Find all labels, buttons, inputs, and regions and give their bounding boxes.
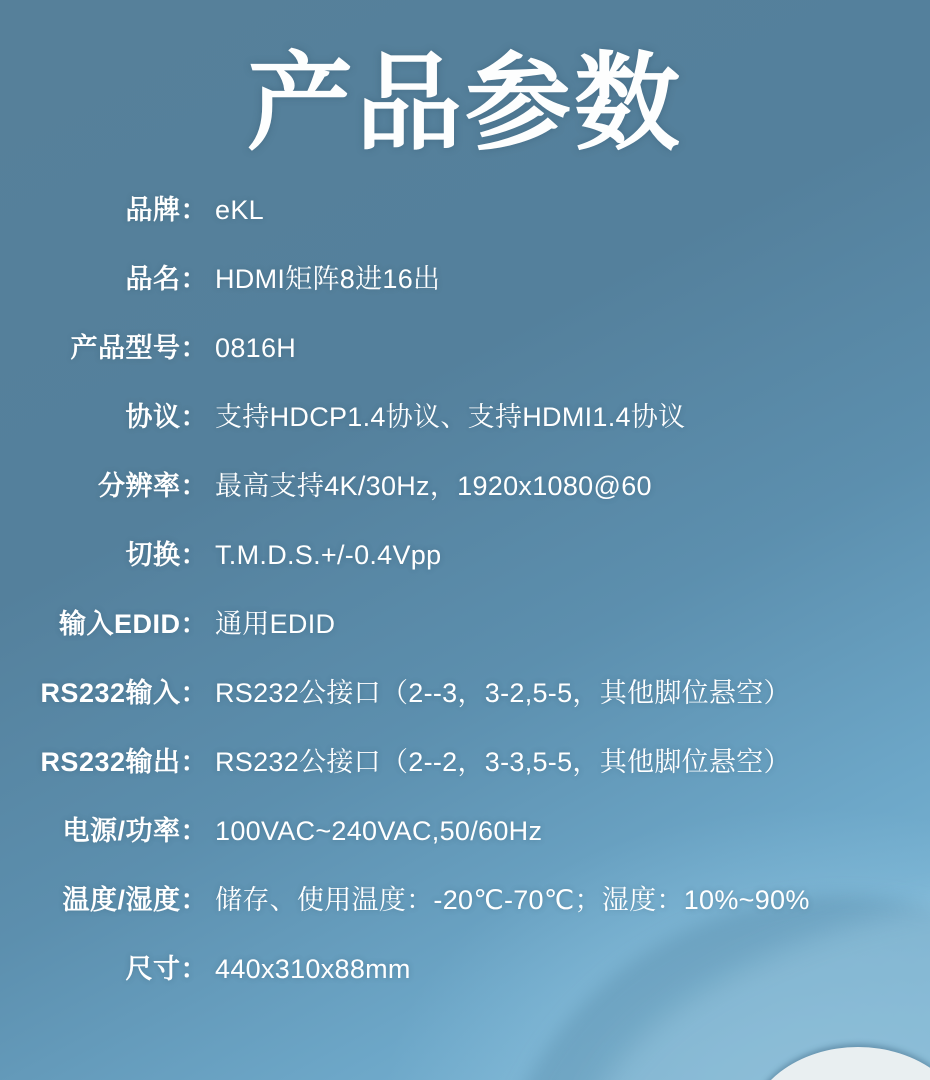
spec-label: 分辨率：	[98, 471, 208, 501]
spec-table	[0, 196, 930, 984]
spec-value: 0816H	[215, 333, 297, 363]
spec-value: T.M.D.S.+/-0.4Vpp	[215, 540, 442, 570]
spec-label: 产品型号：	[70, 333, 208, 363]
page-title: 产品参数	[247, 40, 683, 165]
spec-row-temp-humidity	[0, 886, 930, 915]
spec-label: 输入EDID：	[58, 609, 208, 639]
spec-label: 品名：	[125, 264, 208, 294]
spec-row-dimensions	[0, 955, 930, 984]
spec-label: 电源/功率：	[62, 816, 208, 846]
spec-value: 储存、使用温度：-20℃-70℃；湿度：10%~90%	[215, 885, 810, 915]
spec-row-brand	[0, 196, 930, 225]
spec-value: RS232公接口（2--3，3-2,5-5，其他脚位悬空）	[215, 678, 791, 708]
spec-row-input-edid	[0, 610, 930, 639]
spec-row-power	[0, 817, 930, 846]
spec-row-resolution	[0, 472, 930, 501]
spec-label: 协议：	[125, 402, 208, 432]
spec-label: 切换：	[125, 540, 208, 570]
spec-label: 尺寸：	[125, 954, 208, 984]
spec-row-switching	[0, 541, 930, 570]
spec-label: 品牌：	[125, 195, 208, 225]
spec-row-rs232-input	[0, 679, 930, 708]
spec-value: eKL	[215, 195, 264, 225]
spec-value: HDMI矩阵8进16出	[215, 264, 441, 294]
spec-label: RS232输入：	[40, 678, 208, 708]
spec-value: 440x310x88mm	[215, 954, 411, 984]
spec-value: 通用EDID	[215, 609, 336, 639]
spec-value: 支持HDCP1.4协议、支持HDMI1.4协议	[215, 402, 686, 432]
spec-row-rs232-output	[0, 748, 930, 777]
spec-value: 100VAC~240VAC,50/60Hz	[215, 816, 543, 846]
spec-row-model	[0, 334, 930, 363]
spec-value: RS232公接口（2--2，3-3,5-5，其他脚位悬空）	[215, 747, 791, 777]
spec-row-protocol	[0, 403, 930, 432]
spec-label: 温度/湿度：	[62, 885, 208, 915]
spec-row-product-name	[0, 265, 930, 294]
spec-value: 最高支持4K/30Hz，1920x1080@60	[215, 471, 652, 501]
spec-label: RS232输出：	[40, 747, 208, 777]
